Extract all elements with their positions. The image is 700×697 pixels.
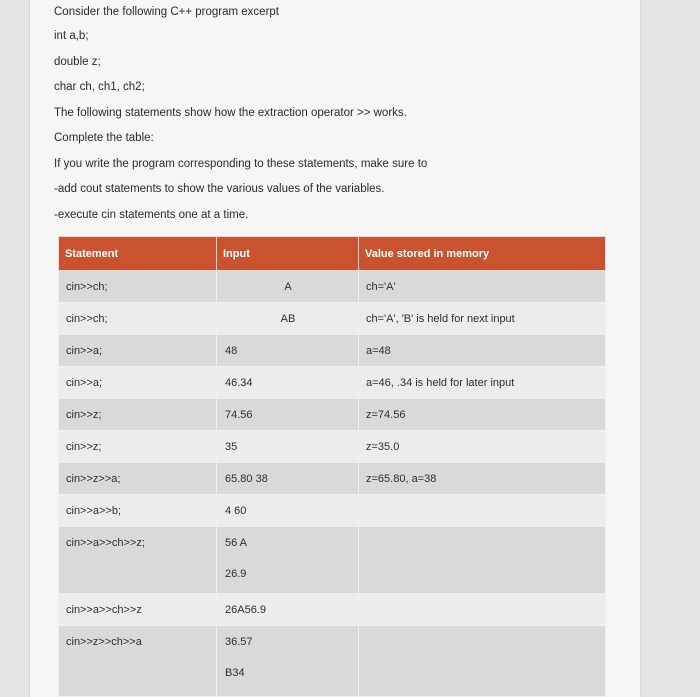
table-row	[59, 303, 606, 335]
extraction-table	[58, 236, 606, 697]
input-cell: 46.34	[225, 377, 253, 389]
intro-line: The following statements show how the extraction operator >> works.	[54, 106, 407, 119]
table-row	[59, 271, 606, 303]
statement-cell: cin>>a>>b;	[66, 505, 122, 517]
input-cell: 65.80 38	[225, 473, 268, 485]
value-cell: ch='A', 'B' is held for next input	[366, 313, 515, 325]
intro-line: If you write the program corresponding to these statements, make sure to	[54, 157, 428, 170]
input-line: 26.9	[225, 568, 247, 580]
value-cell	[366, 527, 598, 593]
value-cell	[366, 495, 598, 526]
table-row	[59, 495, 606, 527]
statement-cell: cin>>ch;	[66, 313, 108, 325]
statement-cell: cin>>z;	[66, 441, 102, 453]
value-cell: z=74.56	[366, 409, 406, 421]
input-line: 56 A	[225, 537, 248, 549]
input-cell: 48	[225, 345, 238, 357]
intro-line: Complete the table:	[54, 132, 154, 144]
table-row	[59, 367, 606, 399]
statement-cell: cin>>z>>ch>>a	[66, 636, 142, 648]
intro-line: Consider the following C++ program excerpt	[54, 6, 280, 18]
statement-cell: cin>>a;	[66, 377, 103, 389]
table-row	[59, 626, 606, 697]
input-cell: 26A56.9	[225, 604, 266, 616]
input-cell: A	[284, 281, 292, 293]
document-page	[30, 0, 640, 697]
statement-cell: cin>>a;	[66, 345, 103, 357]
statement-cell: cin>>z;	[66, 409, 102, 421]
table-header-row	[59, 237, 606, 271]
header-input: Input	[217, 237, 359, 271]
value-cell: a=48	[366, 345, 391, 357]
statement-cell: cin>>a>>ch>>z;	[66, 537, 145, 549]
table-row	[59, 431, 606, 463]
input-cell	[225, 527, 351, 593]
table-row	[59, 335, 606, 367]
input-cell: 74.56	[225, 409, 253, 421]
input-cell: 35	[225, 441, 238, 453]
statement-cell: cin>>a>>ch>>z	[66, 604, 142, 616]
input-line: B34	[225, 667, 245, 679]
table-row	[59, 527, 606, 594]
value-cell: ch='A'	[366, 281, 396, 293]
input-cell: AB	[280, 313, 296, 325]
input-cell	[225, 626, 351, 696]
intro-line: int a,b;	[54, 30, 89, 42]
intro-line: -execute cin statements one at a time.	[54, 208, 249, 221]
table-row	[59, 463, 606, 495]
table-row	[59, 594, 606, 626]
statement-cell: cin>>z>>a;	[66, 473, 121, 485]
value-cell: a=46, .34 is held for later input	[366, 377, 515, 389]
header-statement: Statement	[59, 237, 217, 271]
value-cell: z=65.80, a=38	[366, 473, 437, 485]
intro-line: char ch, ch1, ch2;	[54, 81, 145, 93]
value-cell	[366, 594, 598, 625]
intro-text	[54, 0, 614, 228]
input-cell: 4 60	[225, 505, 247, 517]
intro-line: -add cout statements to show the various values of the variables.	[54, 183, 385, 195]
statement-cell: cin>>ch;	[66, 281, 108, 293]
value-cell: z=35.0	[366, 441, 400, 453]
value-cell	[366, 626, 598, 696]
intro-line: double z;	[54, 55, 101, 68]
table-row	[59, 399, 606, 431]
input-line: 36.57	[225, 636, 253, 648]
header-value: Value stored in memory	[359, 237, 606, 271]
